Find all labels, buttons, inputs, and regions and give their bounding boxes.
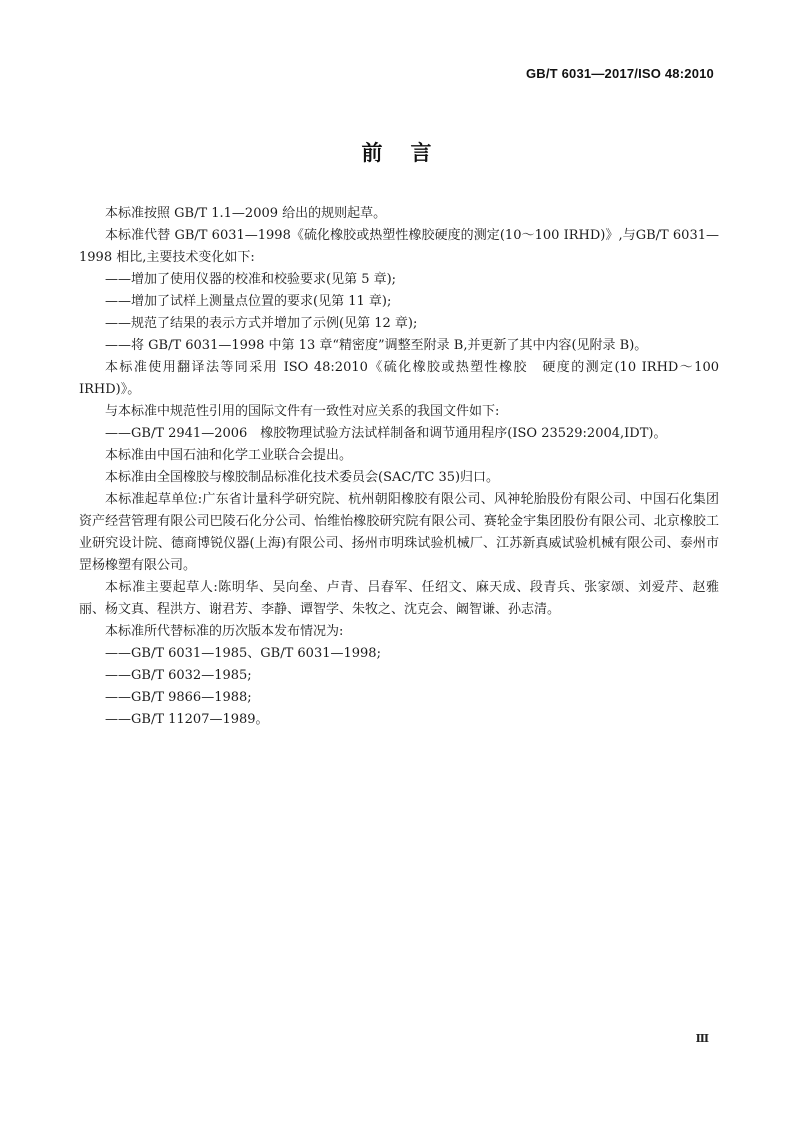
change-item: ——增加了使用仪器的校准和校验要求(见第 5 章); — [105, 272, 397, 287]
document-body — [79, 203, 719, 731]
history-item: ——GB/T 11207—1989。 — [105, 712, 269, 727]
paragraph-centralized-by: 本标准由全国橡胶与橡胶制品标准化技术委员会(SAC/TC 35)归口。 — [105, 470, 500, 485]
history-item: ——GB/T 6031—1985、GB/T 6031—1998; — [105, 646, 381, 661]
paragraph-drafting-rules: 本标准按照 GB/T 1.1—2009 给出的规则起草。 — [105, 206, 387, 221]
standard-code-header: GB/T 6031—2017/ISO 48:2010 — [525, 66, 714, 81]
paragraph-drafting-units: 本标准起草单位:广东省计量科学研究院、杭州朝阳橡胶有限公司、风神轮胎股份有限公司、中国石化集团资产经营管理有限公司巴陵石化分公司、怡维怡橡胶研究院有限公司、赛轮金宇集团股份有限公司、北京橡胶工业研究设计院、德商博锐仪器(上海)有限公司、扬州市明珠试验机械厂、江苏新真威试验机械有限公司、泰州市罡杨橡塑有限公司。 — [79, 492, 719, 573]
reference-item: ——GB/T 2941—2006 橡胶物理试验方法试样制备和调节通用程序(ISO 23529:2004,IDT)。 — [105, 426, 667, 441]
page-number: Ⅲ — [695, 1032, 709, 1045]
history-item: ——GB/T 6032—1985; — [105, 668, 252, 683]
page-title: 前言 — [361, 141, 460, 165]
paragraph-replaces: 本标准代替 GB/T 6031—1998《硫化橡胶或热塑性橡胶硬度的测定(10～100 IRHD)》,与GB/T 6031—1998 相比,主要技术变化如下: — [79, 228, 719, 265]
change-item: ——增加了试样上测量点位置的要求(见第 11 章); — [105, 294, 392, 309]
paragraph-main-drafters: 本标准主要起草人:陈明华、吴向垒、卢青、吕春军、任绍文、麻天成、段青兵、张家颂、刘爱芹、赵雅丽、杨文真、程洪方、谢君芳、李静、谭智学、朱牧之、沈克会、阚智谦、孙志清。 — [79, 580, 719, 617]
change-item: ——规范了结果的表示方式并增加了示例(见第 12 章); — [105, 316, 418, 331]
history-item: ——GB/T 9866—1988; — [105, 690, 252, 705]
paragraph-references-intro: 与本标准中规范性引用的国际文件有一致性对应关系的我国文件如下: — [105, 404, 500, 419]
paragraph-history-intro: 本标准所代替标准的历次版本发布情况为: — [105, 624, 344, 639]
paragraph-adoption: 本标准使用翻译法等同采用 ISO 48:2010《硫化橡胶或热塑性橡胶 硬度的测定(10 IRHD～100 IRHD)》。 — [79, 360, 719, 397]
change-item: ——将 GB/T 6031—1998 中第 13 章“精密度”调整至附录 B,并更新了其中内容(见附录 B)。 — [105, 338, 648, 353]
paragraph-proposed-by: 本标准由中国石油和化学工业联合会提出。 — [105, 448, 353, 463]
